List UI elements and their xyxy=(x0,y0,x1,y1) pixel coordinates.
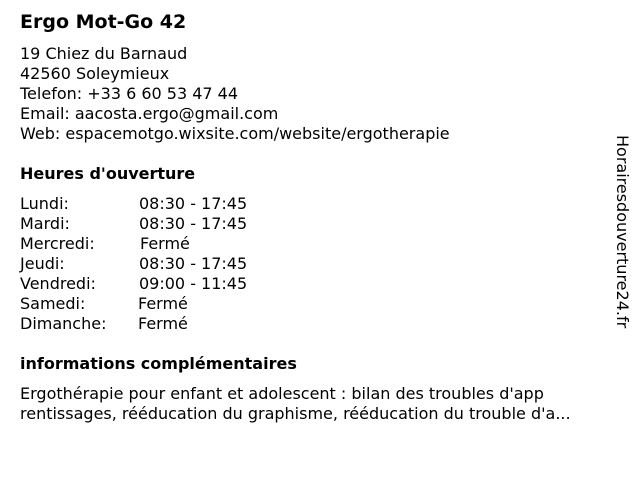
day-label: Dimanche: xyxy=(20,314,107,333)
day-hours: Fermé xyxy=(138,314,188,333)
business-name: Ergo Mot-Go 42 xyxy=(20,11,187,33)
day-hours: 08:30 - 17:45 xyxy=(139,194,248,213)
info-line-1: Ergothérapie pour enfant et adolescent : bilan des troubles d'app xyxy=(20,384,544,403)
day-label: Mardi: xyxy=(20,214,70,233)
day-hours: Fermé xyxy=(140,234,190,253)
info-line-2: rentissages, rééducation du graphisme, rééducation du trouble d'a... xyxy=(20,404,571,423)
day-label: Samedi: xyxy=(20,294,86,313)
address-city: 42560 Soleymieux xyxy=(20,64,170,83)
info-description xyxy=(20,384,571,424)
phone-line[interactable]: Telefon: +33 6 60 53 47 44 xyxy=(20,84,239,103)
hours-heading: Heures d'ouverture xyxy=(20,164,196,183)
day-hours: 08:30 - 17:45 xyxy=(139,254,248,273)
website-line[interactable]: Web: espacemotgo.wixsite.com/website/ergotherapie xyxy=(20,124,450,143)
address-street: 19 Chiez du Barnaud xyxy=(20,44,188,63)
site-watermark: Horairesdouverture24.fr xyxy=(613,135,632,329)
day-label: Mercredi: xyxy=(20,234,95,253)
day-label: Lundi: xyxy=(20,194,69,213)
day-hours: Fermé xyxy=(138,294,188,313)
day-label: Vendredi: xyxy=(20,274,96,293)
email-line[interactable]: Email: aacosta.ergo@gmail.com xyxy=(20,104,279,123)
day-hours: 08:30 - 17:45 xyxy=(139,214,248,233)
day-hours: 09:00 - 11:45 xyxy=(139,274,248,293)
contact-block xyxy=(20,44,450,144)
day-label: Jeudi: xyxy=(20,254,65,273)
info-heading: informations complémentaires xyxy=(20,354,297,373)
